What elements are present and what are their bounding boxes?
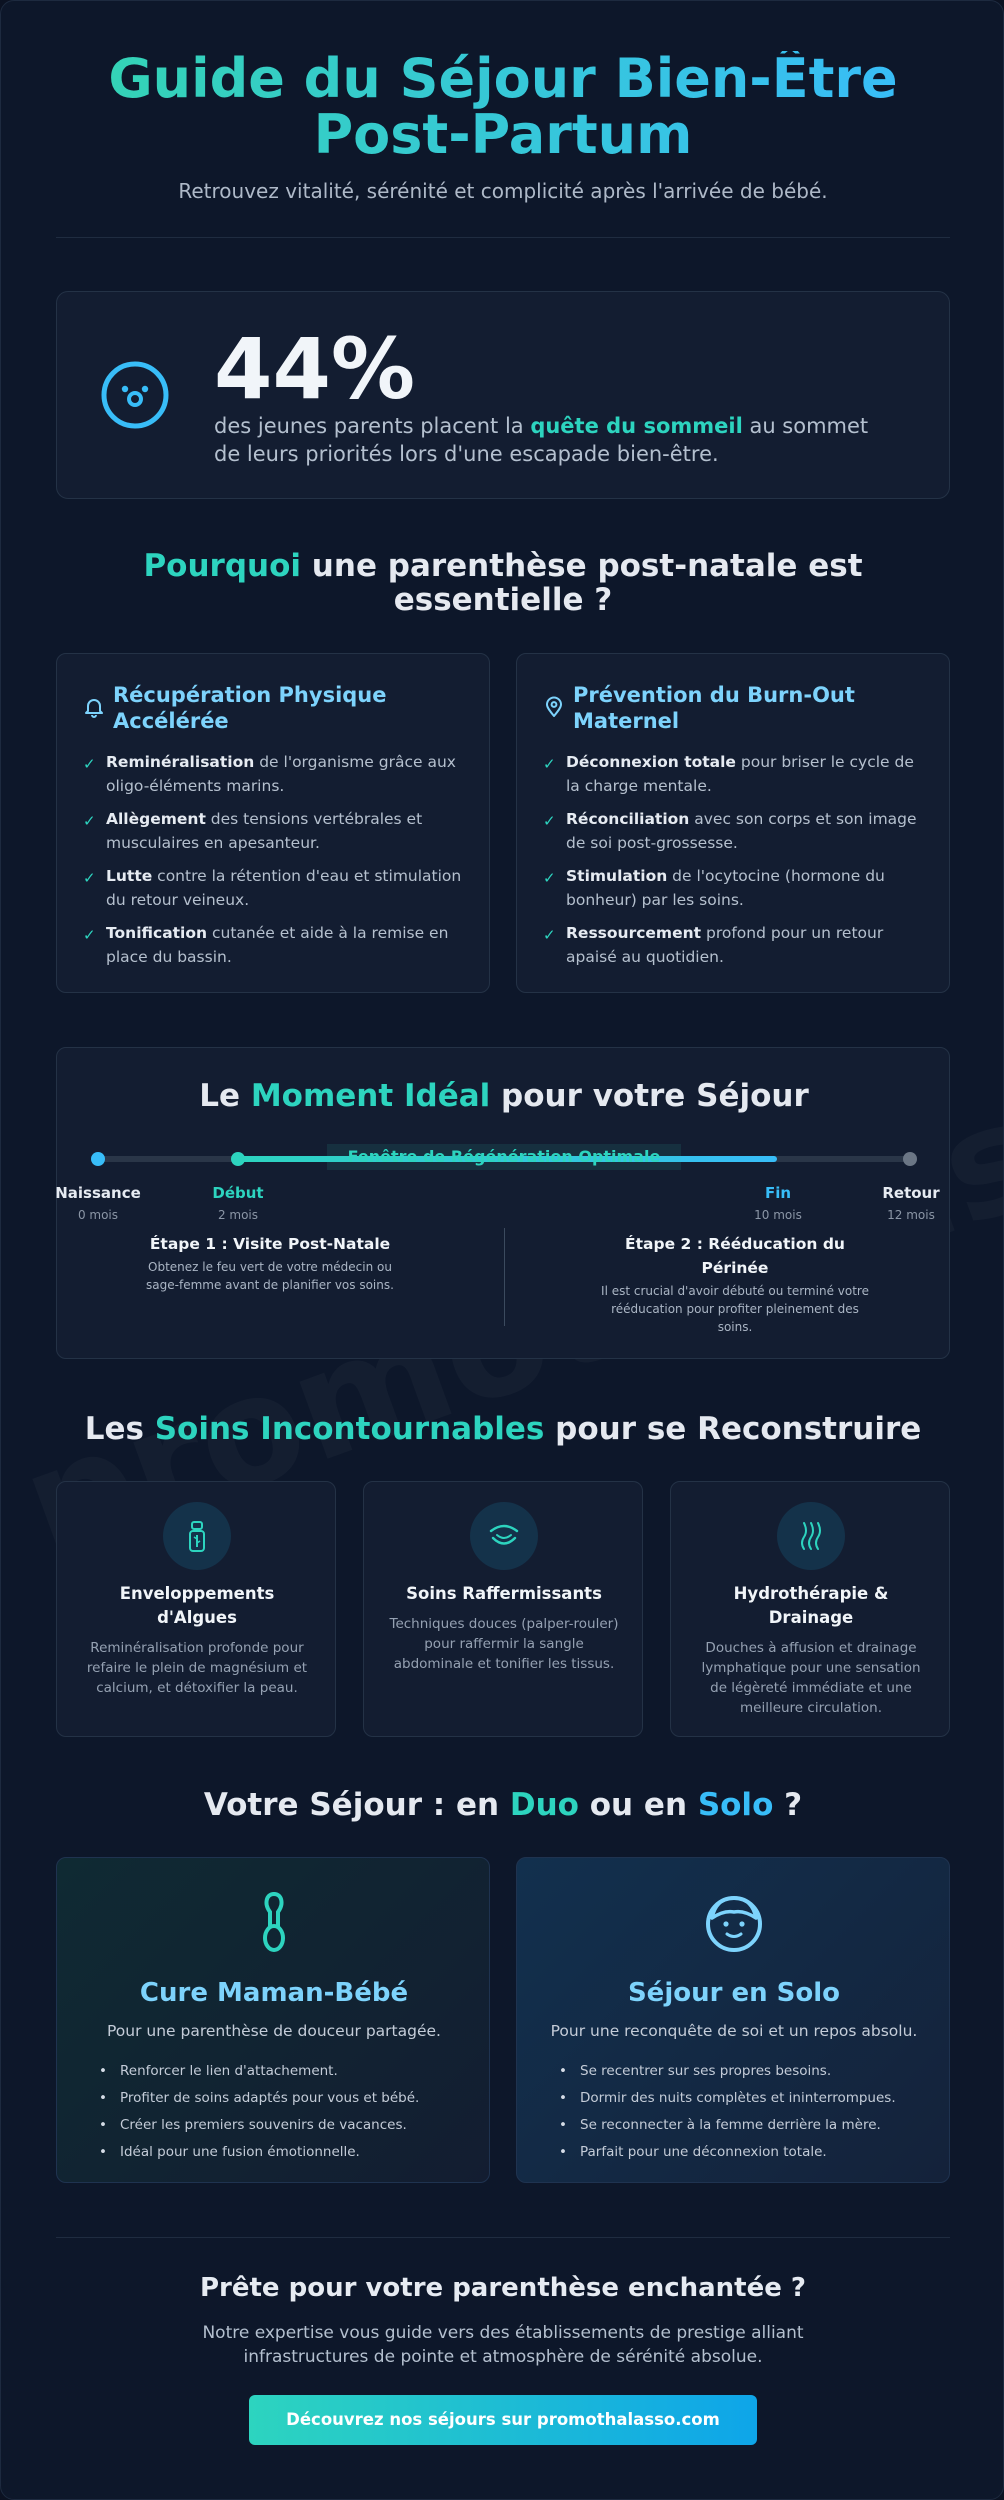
woman-face-icon: [704, 1888, 764, 1954]
item-bold: Allègement: [106, 810, 206, 828]
pacifier-icon: [244, 1888, 304, 1954]
page-title: Guide du Séjour Bien-Être Post-Partum: [103, 51, 903, 163]
list-item: • Parfait pour une déconnexion totale.: [559, 2139, 896, 2166]
marker-end: [718, 1184, 838, 1222]
item-bold: Tonification: [106, 924, 208, 942]
check-icon: ✓: [83, 926, 96, 944]
why-title-highlight: Pourquoi: [143, 548, 302, 584]
care-card-title: Enveloppements d'Algues: [119, 1584, 275, 1627]
divider: [56, 237, 950, 238]
list-item: [543, 864, 923, 912]
list-item: [543, 807, 923, 855]
check-icon: ✓: [83, 755, 96, 773]
title-part: pour votre Séjour: [490, 1078, 809, 1114]
care-card-title: Soins Raffermissants: [406, 1584, 602, 1603]
why-card-burnout: [516, 653, 950, 993]
title-part: ?: [773, 1787, 803, 1823]
stat-text-before: des jeunes parents placent la: [214, 414, 531, 438]
step-text: Il est crucial d'avoir débuté ou terminé votre rééducation pour profiter pleinement des soins.: [601, 1284, 869, 1334]
list-item: • Idéal pour une fusion émotionnelle.: [99, 2139, 419, 2166]
marker-label: Retour: [882, 1184, 940, 1202]
why-card-recovery: [56, 653, 490, 993]
item-text: de l'organisme grâce aux oligo-éléments marins.: [106, 753, 456, 795]
map-pin-icon: [543, 696, 565, 718]
title-part: pour se Reconstruire: [544, 1411, 922, 1447]
cta-button[interactable]: Découvrez nos séjours sur promothalasso.com: [249, 2395, 757, 2445]
option-card-duo: [56, 1857, 490, 2183]
step-text: Obtenez le feu vert de votre médecin ou sage-femme avant de planifier vos soins.: [146, 1260, 394, 1292]
item-text: de l'ocytocine (hormone du bonheur) par les soins.: [566, 867, 885, 909]
baby-face-icon: [97, 357, 173, 433]
cta-title: Prête pour votre parenthèse enchantée ?: [199, 2273, 807, 2303]
marker-label: Début: [212, 1184, 264, 1202]
marker-sub: 12 mois: [887, 1208, 935, 1222]
why-card-header: [543, 682, 923, 734]
timeline-card: [56, 1047, 950, 1359]
marker-label: Naissance: [55, 1184, 141, 1202]
list-item: • Créer les premiers souvenirs de vacances.: [99, 2112, 419, 2139]
marker-label: Fin: [764, 1184, 792, 1202]
care-card-firming: [363, 1481, 643, 1737]
list-item: • Se recentrer sur ses propres besoins.: [559, 2058, 896, 2085]
item-bold: Ressourcement: [566, 924, 702, 942]
stat-text: [214, 412, 894, 468]
stat-value: 44%: [214, 320, 416, 418]
options-section-title: [56, 1787, 950, 1823]
item-bold: Stimulation: [566, 867, 668, 885]
check-icon: ✓: [543, 812, 556, 830]
item-bold: Déconnexion totale: [566, 753, 736, 771]
seaweed-jar-icon: [180, 1519, 214, 1553]
why-title-rest: une parenthèse post-natale est essentielle ?: [301, 548, 863, 618]
why-card-list: [83, 750, 463, 978]
item-text: contre la rétention d'eau et stimulation du retour veineux.: [106, 867, 462, 909]
title-part: Les: [84, 1411, 155, 1447]
icon-circle: [163, 1502, 231, 1570]
optimal-window-label: Fenêtre de Régénération Optimale: [327, 1144, 681, 1170]
item-text: avec son corps et son image de soi post-grossesse.: [566, 810, 917, 852]
item-text: cutanée et aide à la remise en place du bassin.: [106, 924, 449, 966]
check-icon: ✓: [543, 755, 556, 773]
list-item: • Profiter de soins adaptés pour vous et bébé.: [99, 2085, 419, 2112]
massage-hands-icon: [487, 1519, 521, 1553]
icon-circle: [470, 1502, 538, 1570]
list-item: [83, 750, 463, 798]
care-card-algae: [56, 1481, 336, 1737]
care-card-text: Reminéralisation profonde pour refaire le plein de magnésium et calcium, et détoxifier la peau.: [86, 1640, 308, 1696]
title-duo: Duo: [509, 1787, 579, 1823]
list-item: [543, 921, 923, 969]
list-item: [83, 864, 463, 912]
care-card-text: Techniques douces (palper-rouler) pour raffermir la sangle abdominale et tonifier les tissus.: [389, 1616, 619, 1672]
icon-circle: [777, 1502, 845, 1570]
timeline-dot-return: [903, 1152, 917, 1166]
page-subtitle: Retrouvez vitalité, sérénité et complicité après l'arrivée de bébé.: [178, 179, 828, 203]
timeline-title: [57, 1078, 951, 1114]
step-title: Étape 1 : Visite Post-Natale: [149, 1235, 391, 1253]
divider: [56, 2237, 950, 2238]
stat-highlight: quête du sommeil: [530, 414, 743, 438]
stat-card: [56, 291, 950, 499]
item-text: des tensions vertébrales et musculaires en apesanteur.: [106, 810, 423, 852]
why-card-list: [543, 750, 923, 978]
option-list: [99, 2058, 419, 2166]
title-part: ou en: [578, 1787, 698, 1823]
option-subtitle: Pour une reconquête de soi et un repos absolu.: [550, 2022, 918, 2040]
bell-icon: [83, 696, 105, 718]
step-1: [145, 1232, 395, 1294]
item-bold: Reminéralisation: [106, 753, 255, 771]
step-2: [595, 1232, 875, 1336]
marker-start: [178, 1184, 298, 1222]
list-item: • Se reconnecter à la femme derrière la mère.: [559, 2112, 896, 2139]
care-card-hydro: [670, 1481, 950, 1737]
header: [1, 47, 1004, 203]
title-solo: Solo: [697, 1787, 774, 1823]
timeline-dot-birth: [91, 1152, 105, 1166]
title-highlight: Soins Incontournables: [154, 1411, 545, 1447]
item-bold: Lutte: [106, 867, 153, 885]
why-card-title: Prévention du Burn-Out Maternel: [573, 683, 855, 733]
option-title: Cure Maman-Bébé: [139, 1978, 409, 2008]
step-divider: [504, 1228, 505, 1326]
marker-birth: [38, 1184, 158, 1222]
why-card-title: Récupération Physique Accélérée: [113, 683, 387, 733]
timeline-dot-start: [231, 1152, 245, 1166]
list-item: [543, 750, 923, 798]
care-section-title: [56, 1411, 950, 1447]
item-text: profond pour un retour apaisé au quotidien.: [566, 924, 884, 966]
check-icon: ✓: [83, 869, 96, 887]
check-icon: ✓: [83, 812, 96, 830]
stat-text-after: au sommet de leurs priorités lors d'une escapade bien-être.: [214, 414, 869, 466]
list-item: [83, 921, 463, 969]
option-title: Séjour en Solo: [627, 1978, 841, 2008]
care-card-text: Douches à affusion et drainage lymphatique pour une sensation de légèreté immédiate et une meilleure circulation.: [701, 1640, 921, 1716]
item-bold: Réconciliation: [566, 810, 690, 828]
marker-sub: 2 mois: [217, 1208, 259, 1222]
check-icon: ✓: [543, 869, 556, 887]
step-title: Étape 2 : Rééducation du Périnée: [625, 1235, 845, 1277]
title-part: Votre Séjour : en: [203, 1787, 510, 1823]
option-card-solo: [516, 1857, 950, 2183]
title-part: Le: [199, 1078, 251, 1114]
cta-text: Notre expertise vous guide vers des établissements de prestige alliant infrastructures de pointe et atmosphère de sérénité absolue.: [202, 2323, 804, 2367]
marker-sub: 10 mois: [754, 1208, 802, 1222]
list-item: • Renforcer le lien d'attachement.: [99, 2058, 419, 2085]
item-text: pour briser le cycle de la charge mentale.: [566, 753, 914, 795]
care-card-title: Hydrothérapie & Drainage: [733, 1584, 889, 1627]
list-item: [83, 807, 463, 855]
option-list: [559, 2058, 896, 2166]
check-icon: ✓: [543, 926, 556, 944]
option-subtitle: Pour une parenthèse de douceur partagée.: [107, 2022, 441, 2040]
marker-sub: 0 mois: [77, 1208, 119, 1222]
why-card-header: [83, 682, 463, 734]
marker-return: [851, 1184, 971, 1222]
title-highlight: Moment Idéal: [250, 1078, 491, 1114]
list-item: • Dormir des nuits complètes et ininterrompues.: [559, 2085, 896, 2112]
water-waves-icon: [794, 1519, 828, 1553]
why-section-title: [56, 549, 950, 617]
